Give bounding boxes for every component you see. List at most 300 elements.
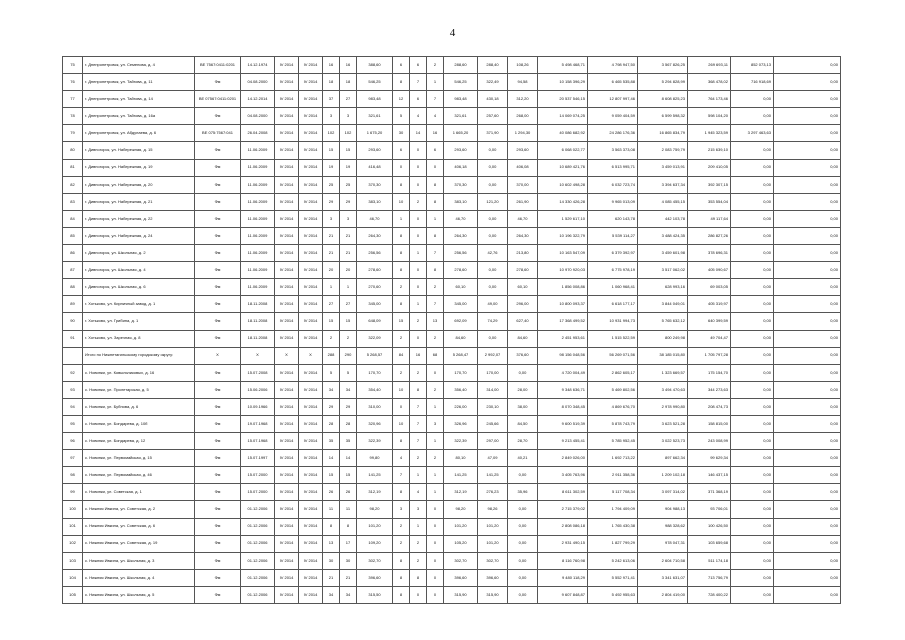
table-cell: 18 — [340, 74, 357, 91]
table-cell: Х — [275, 347, 299, 364]
table-cell: 0,00 — [774, 347, 841, 364]
table-cell: 8 — [393, 484, 410, 501]
table-cell: 8 — [323, 518, 340, 535]
table-cell: 47,09 — [478, 450, 508, 467]
table-cell: 101 — [63, 518, 83, 535]
table-cell: 102 — [340, 125, 357, 142]
table-cell: 9 965 013,09 — [588, 193, 638, 210]
table-cell: 0,00 — [731, 518, 774, 535]
table-cell: IV 2014 — [275, 313, 299, 330]
table-cell: 7 — [393, 467, 410, 484]
table-cell: 10 931 994,73 — [588, 313, 638, 330]
table-cell: 10 196 322,79 — [538, 227, 588, 244]
table-cell: 20 — [323, 262, 340, 279]
table-cell: 6 379 392,97 — [588, 245, 638, 262]
table-cell: 3 097 314,02 — [638, 484, 688, 501]
table-cell: 2 — [427, 381, 444, 398]
table-cell: 321,61 — [444, 108, 478, 125]
table-cell: 3 459 013,91 — [638, 159, 688, 176]
table-cell: 0,00 — [731, 484, 774, 501]
table-cell: IV 2014 — [299, 125, 323, 142]
table-cell: 10.09.1966 — [241, 398, 275, 415]
table-cell: 648,09 — [357, 313, 393, 330]
table-cell: IV 2014 — [275, 381, 299, 398]
table-cell: 60,10 — [444, 279, 478, 296]
table-cell: 97 — [63, 450, 83, 467]
table-cell: 100 426,50 — [688, 518, 731, 535]
table-cell: 1 705 797,28 — [688, 347, 731, 364]
table-cell: 356,40 — [444, 381, 478, 398]
table-cell: IV 2014 — [275, 125, 299, 142]
table-cell: IV 2014 — [299, 142, 323, 159]
table-cell: 293,60 — [508, 142, 538, 159]
table-cell: 90 — [63, 313, 83, 330]
table-cell: 354,40 — [357, 381, 393, 398]
table-cell: Фм — [195, 415, 241, 432]
table-row — [63, 330, 841, 347]
table-cell: 3 623 521,28 — [638, 415, 688, 432]
table-cell: Фм — [195, 518, 241, 535]
table-cell: IV 2014 — [275, 535, 299, 552]
table-cell: 35 — [340, 433, 357, 450]
table-cell: 84 — [63, 210, 83, 227]
table-cell: 442 103,78 — [638, 210, 688, 227]
table-cell: 0,00 — [774, 57, 841, 74]
table-cell: 0,00 — [774, 279, 841, 296]
table-cell: с. Нижняя Ивкина, ул. Советская, д. 2 — [83, 501, 195, 518]
table-body — [63, 57, 841, 604]
table-cell: 640 399,59 — [688, 313, 731, 330]
table-cell: 6 775 978,19 — [588, 262, 638, 279]
table-cell: 0 — [410, 142, 427, 159]
table-cell: 3 — [393, 501, 410, 518]
table-cell: IV 2014 — [299, 586, 323, 603]
table-cell: 0,00 — [731, 279, 774, 296]
table-cell: 5 878 743,79 — [588, 415, 638, 432]
table-cell: IV 2014 — [299, 279, 323, 296]
table-cell: 46,70 — [444, 210, 478, 227]
table-cell: 315,90 — [478, 586, 508, 603]
table-cell: 11.06.2009 — [241, 245, 275, 262]
table-cell: 17 368 499,52 — [538, 313, 588, 330]
table-cell: 321,61 — [357, 108, 393, 125]
table-cell: 7 — [410, 415, 427, 432]
table-cell: 98,26 — [478, 501, 508, 518]
table-cell: 15 — [340, 467, 357, 484]
table-cell: 0,00 — [774, 142, 841, 159]
table-cell: IV 2014 — [275, 569, 299, 586]
table-cell: 0,00 — [731, 501, 774, 518]
table-cell: 296,00 — [508, 296, 538, 313]
table-cell: 2 604 710,58 — [638, 552, 688, 569]
table-cell: IV 2014 — [299, 364, 323, 381]
table-cell: 4 — [393, 450, 410, 467]
table-cell: 6 — [427, 142, 444, 159]
table-cell: 0,00 — [774, 501, 841, 518]
table-cell: г. Дивногорск, ул. Набережная, д. 24 — [83, 227, 195, 244]
table-cell: 0,00 — [731, 450, 774, 467]
table-cell: 3 — [427, 415, 444, 432]
table-cell: 83 — [63, 193, 83, 210]
table-row — [63, 57, 841, 74]
table-cell: 81 — [63, 159, 83, 176]
table-cell: 0,00 — [774, 484, 841, 501]
table-cell: с. Новинки, ул. Бондарева, д. 12 — [83, 433, 195, 450]
table-cell: ВЕ 075:7567:041 — [195, 125, 241, 142]
table-cell: 13 — [427, 313, 444, 330]
table-cell: 2 849 026,00 — [538, 450, 588, 467]
table-cell: 371 368,19 — [688, 484, 731, 501]
table-cell: 0,00 — [774, 433, 841, 450]
table-cell: IV 2014 — [299, 262, 323, 279]
table-cell: 2 — [427, 57, 444, 74]
table-cell: 26 — [340, 484, 357, 501]
table-cell: 01.12.2006 — [241, 518, 275, 535]
table-cell: 0,00 — [774, 450, 841, 467]
table-cell: 3 297 463,63 — [731, 125, 774, 142]
table-cell: 5 242 613,06 — [588, 552, 638, 569]
table-cell: IV 2014 — [299, 518, 323, 535]
table-row — [63, 245, 841, 262]
table-cell: 99,80 — [357, 450, 393, 467]
table-cell: 27 — [323, 296, 340, 313]
page-number: 4 — [449, 27, 456, 39]
table-cell: 3 394 637,34 — [638, 176, 688, 193]
table-cell: 17 — [340, 535, 357, 552]
table-cell: 2 — [427, 330, 444, 347]
table-cell: IV 2014 — [299, 330, 323, 347]
table-cell: 388,60 — [357, 57, 393, 74]
table-cell: IV 2014 — [275, 552, 299, 569]
table-cell: 2 — [410, 535, 427, 552]
table-cell: 0,00 — [731, 245, 774, 262]
table-cell: 0,00 — [731, 347, 774, 364]
table-cell: Фм — [195, 586, 241, 603]
table-cell: 0,00 — [478, 262, 508, 279]
table-cell: 0,00 — [478, 210, 508, 227]
table-cell: 8 — [393, 296, 410, 313]
table-cell: 11 — [340, 501, 357, 518]
table-cell: IV 2014 — [299, 159, 323, 176]
table-cell: 78 — [63, 108, 83, 125]
table-cell: 0,00 — [731, 381, 774, 398]
table-cell: 2 451 953,61 — [538, 330, 588, 347]
table-row — [63, 279, 841, 296]
table-cell: ВЕ 7567:0411:0201 — [195, 57, 241, 74]
table-cell: Фм — [195, 296, 241, 313]
table-cell: с. Нижняя Ивкина, ул. Школьная, д. 3 — [83, 552, 195, 569]
table-row — [63, 142, 841, 159]
table-cell: 0,00 — [731, 313, 774, 330]
table-cell: 0,00 — [731, 415, 774, 432]
table-cell: 0 — [427, 552, 444, 569]
table-cell: 80 — [63, 142, 83, 159]
table-cell: 21 — [323, 227, 340, 244]
table-cell: 8 — [393, 227, 410, 244]
table-cell: 60,10 — [508, 279, 538, 296]
table-cell: 7 — [410, 398, 427, 415]
table-cell: 270,60 — [357, 279, 393, 296]
table-cell: 29 — [340, 193, 357, 210]
table-cell: 16 — [410, 347, 427, 364]
table-cell: 353 554,04 — [688, 193, 731, 210]
table-cell: 8 070 348,45 — [538, 398, 588, 415]
table-cell: Фм — [195, 364, 241, 381]
table-cell: IV 2014 — [299, 193, 323, 210]
table-row — [63, 108, 841, 125]
table-cell: 546,25 — [444, 74, 478, 91]
table-cell: 278,60 — [508, 262, 538, 279]
table-cell: 69 003,05 — [688, 279, 731, 296]
table-cell: 98,20 — [444, 501, 478, 518]
table-cell: 2 — [410, 193, 427, 210]
table-row — [63, 296, 841, 313]
table-cell: 0,00 — [731, 586, 774, 603]
table-cell: 0 — [410, 586, 427, 603]
table-cell: 320,96 — [357, 415, 393, 432]
table-row — [63, 518, 841, 535]
table-cell: 1 — [410, 518, 427, 535]
table-cell: 0,00 — [731, 142, 774, 159]
table-cell: г. Днепропетровск, ул. Тайгова, д. 14 — [83, 91, 195, 108]
table-cell: 14 — [323, 450, 340, 467]
table-cell: 170,70 — [357, 364, 393, 381]
table-cell: г. Днепропетровск, ул. Тайгова, д. 16а — [83, 108, 195, 125]
table-row — [63, 415, 841, 432]
table-cell: 21 — [323, 245, 340, 262]
table-cell: 286 827,26 — [688, 227, 731, 244]
table-cell: 68 — [427, 347, 444, 364]
table-cell: 37 — [323, 91, 340, 108]
housing-register-table — [62, 56, 841, 604]
table-cell: 800 249,98 — [638, 330, 688, 347]
table-cell: 0,00 — [731, 552, 774, 569]
table-cell: 76 — [63, 74, 83, 91]
table-cell: г. Дивногорск, ул. Набережная, д. 22 — [83, 210, 195, 227]
table-cell: 0,00 — [731, 398, 774, 415]
table-cell: 312,19 — [357, 484, 393, 501]
table-cell: 852 073,13 — [731, 57, 774, 74]
table-cell: 8 — [427, 262, 444, 279]
table-cell: г. Хотьково, ул. Заречная, д. 8 — [83, 330, 195, 347]
table-cell: 322,39 — [357, 433, 393, 450]
table-cell: IV 2014 — [275, 364, 299, 381]
table-cell: 312,20 — [508, 91, 538, 108]
table-cell: 1 — [427, 433, 444, 450]
table-cell: 3 341 631,07 — [638, 569, 688, 586]
table-cell: 396,60 — [444, 569, 478, 586]
table-cell: IV 2014 — [275, 159, 299, 176]
table-cell: 1 794 409,09 — [588, 501, 638, 518]
table-cell: 6 068 022,77 — [538, 142, 588, 159]
table-cell: 5 498 468,71 — [538, 57, 588, 74]
table-cell: 416,48 — [357, 159, 393, 176]
table-cell: 1 765 430,38 — [588, 518, 638, 535]
table-cell: 15.07.1997 — [241, 450, 275, 467]
table-cell: с. Нижняя Ивкина, ул. Школьная, д. 4 — [83, 569, 195, 586]
table-cell: 376,60 — [508, 347, 538, 364]
table-cell: IV 2014 — [275, 586, 299, 603]
table-cell: 01.12.2006 — [241, 535, 275, 552]
table-cell: 0,00 — [774, 227, 841, 244]
table-cell: 2 808 086,18 — [538, 518, 588, 535]
table-cell: 82 — [63, 176, 83, 193]
table-cell: 93 — [63, 381, 83, 398]
table-cell: 3 — [323, 210, 340, 227]
table-cell: 0,00 — [774, 74, 841, 91]
table-cell: IV 2014 — [275, 467, 299, 484]
table-cell: ВЕ 07567:0411:0201 — [195, 91, 241, 108]
table-cell: 12 — [393, 91, 410, 108]
table-cell: 8 — [410, 381, 427, 398]
table-cell: 264,30 — [508, 227, 538, 244]
table-cell: 141,25 — [478, 467, 508, 484]
table-cell: Фм — [195, 262, 241, 279]
table-cell: Фм — [195, 484, 241, 501]
table-cell: 85 — [63, 227, 83, 244]
table-cell: 79 — [63, 125, 83, 142]
table-cell: 1 — [427, 467, 444, 484]
table-cell: IV 2014 — [275, 484, 299, 501]
table-cell: 5 268,47 — [444, 347, 478, 364]
table-cell: 105,20 — [444, 535, 478, 552]
table-cell: 245,66 — [478, 415, 508, 432]
table-cell: 2 804 419,00 — [638, 586, 688, 603]
table-cell: 230,10 — [478, 398, 508, 415]
table-cell: 430,18 — [478, 91, 508, 108]
table-cell: г. Днепропетровск, ул. Тайгова, д. 11 — [83, 74, 195, 91]
table-cell: 80,10 — [444, 450, 478, 467]
table-cell: 6 513 995,71 — [588, 159, 638, 176]
table-cell: 26.04.2008 — [241, 125, 275, 142]
table-cell: Фм — [195, 279, 241, 296]
table-cell: 5 469 802,56 — [588, 381, 638, 398]
table-cell: IV 2014 — [275, 330, 299, 347]
table-cell: 1 — [393, 210, 410, 227]
table-row — [63, 586, 841, 603]
table-cell: 243 008,99 — [688, 433, 731, 450]
table-cell: 3 517 062,02 — [638, 262, 688, 279]
table-cell: 46,70 — [357, 210, 393, 227]
table-cell: IV 2014 — [299, 381, 323, 398]
table-cell: 3 488 424,35 — [638, 227, 688, 244]
table-cell: 10 800 093,37 — [538, 296, 588, 313]
table-cell: IV 2014 — [299, 245, 323, 262]
table-cell: 170,70 — [444, 364, 478, 381]
table-cell: IV 2014 — [275, 296, 299, 313]
table-cell: 95 — [63, 415, 83, 432]
table-cell: 0,00 — [774, 569, 841, 586]
table-cell: 04.08.2000 — [241, 74, 275, 91]
table-cell: 370,30 — [444, 176, 478, 193]
table-cell: 278,60 — [357, 262, 393, 279]
table-cell: 0,00 — [774, 552, 841, 569]
table-cell: 8 — [427, 176, 444, 193]
table-cell: 11.06.2009 — [241, 279, 275, 296]
table-cell: 370,00 — [508, 176, 538, 193]
table-cell: 6 032 723,74 — [588, 176, 638, 193]
table-cell: 49 704,47 — [688, 330, 731, 347]
table-cell: 18.11.2008 — [241, 313, 275, 330]
table-row — [63, 364, 841, 381]
table-cell: 0 — [427, 569, 444, 586]
table-cell: 15.07.2000 — [241, 484, 275, 501]
table-cell: 1 — [323, 279, 340, 296]
table-cell: 1 — [427, 484, 444, 501]
table-cell: 0 — [410, 176, 427, 193]
table-cell: 0,00 — [508, 552, 538, 569]
table-cell: 2 — [427, 279, 444, 296]
table-cell: 15.07.2008 — [241, 364, 275, 381]
table-cell: 75 — [63, 57, 83, 74]
table-cell: Фм — [195, 227, 241, 244]
table-cell: 4 — [410, 484, 427, 501]
table-cell: 5 552 971,41 — [588, 569, 638, 586]
table-cell: 0,00 — [731, 535, 774, 552]
table-cell: 8 — [393, 433, 410, 450]
table-cell: 8 — [393, 586, 410, 603]
table-row — [63, 450, 841, 467]
table-cell: 11.06.2009 — [241, 193, 275, 210]
table-cell: Х — [195, 347, 241, 364]
table-cell: 371,90 — [478, 125, 508, 142]
table-cell: 0,00 — [774, 381, 841, 398]
table-cell: 40 086 682,92 — [538, 125, 588, 142]
table-cell: Фм — [195, 381, 241, 398]
table-cell: 2 — [323, 330, 340, 347]
table-cell: 34 — [340, 381, 357, 398]
table-cell: 983,48 — [444, 91, 478, 108]
table-cell: 406,18 — [444, 159, 478, 176]
table-row — [63, 381, 841, 398]
table-cell: 29 — [323, 398, 340, 415]
table-cell: 10 — [393, 193, 410, 210]
table-cell: 16 — [427, 125, 444, 142]
table-cell: 10 602 498,28 — [538, 176, 588, 193]
table-cell: 0,00 — [774, 193, 841, 210]
table-cell: 86 — [63, 245, 83, 262]
table-cell: 94 — [63, 398, 83, 415]
table-cell: 0,00 — [774, 262, 841, 279]
table-cell: 1 — [427, 74, 444, 91]
table-cell: 12 807 997,46 — [588, 91, 638, 108]
table-cell: 3 405 763,96 — [538, 467, 588, 484]
table-cell: 0 — [393, 398, 410, 415]
table-cell: 101,20 — [478, 518, 508, 535]
table-cell: с. Новинки, ул. Бубнова, д. 6 — [83, 398, 195, 415]
table-cell: Х — [299, 347, 323, 364]
table-cell: IV 2014 — [275, 450, 299, 467]
table-cell: 4 085 455,15 — [638, 193, 688, 210]
table-cell: Фм — [195, 142, 241, 159]
table-cell: 11.06.2009 — [241, 142, 275, 159]
table-cell: 6 618 177,17 — [588, 296, 638, 313]
table-cell: Фм — [195, 176, 241, 193]
table-cell: 94,58 — [508, 74, 538, 91]
table-cell: 278,60 — [444, 262, 478, 279]
table-cell: 5 765 632,12 — [638, 313, 688, 330]
table-cell: 14 — [340, 450, 357, 467]
table-row — [63, 484, 841, 501]
table-cell: 8 — [427, 193, 444, 210]
table-cell: 897 662,34 — [638, 450, 688, 467]
table-cell: 19 — [323, 159, 340, 176]
table-cell: 0,00 — [478, 330, 508, 347]
table-cell: 56 269 071,56 — [588, 347, 638, 364]
table-cell: 7 — [427, 245, 444, 262]
table-cell: 1 515 522,59 — [588, 330, 638, 347]
table-cell: Итого по Нижнетагильскому городскому округу: — [83, 347, 195, 364]
